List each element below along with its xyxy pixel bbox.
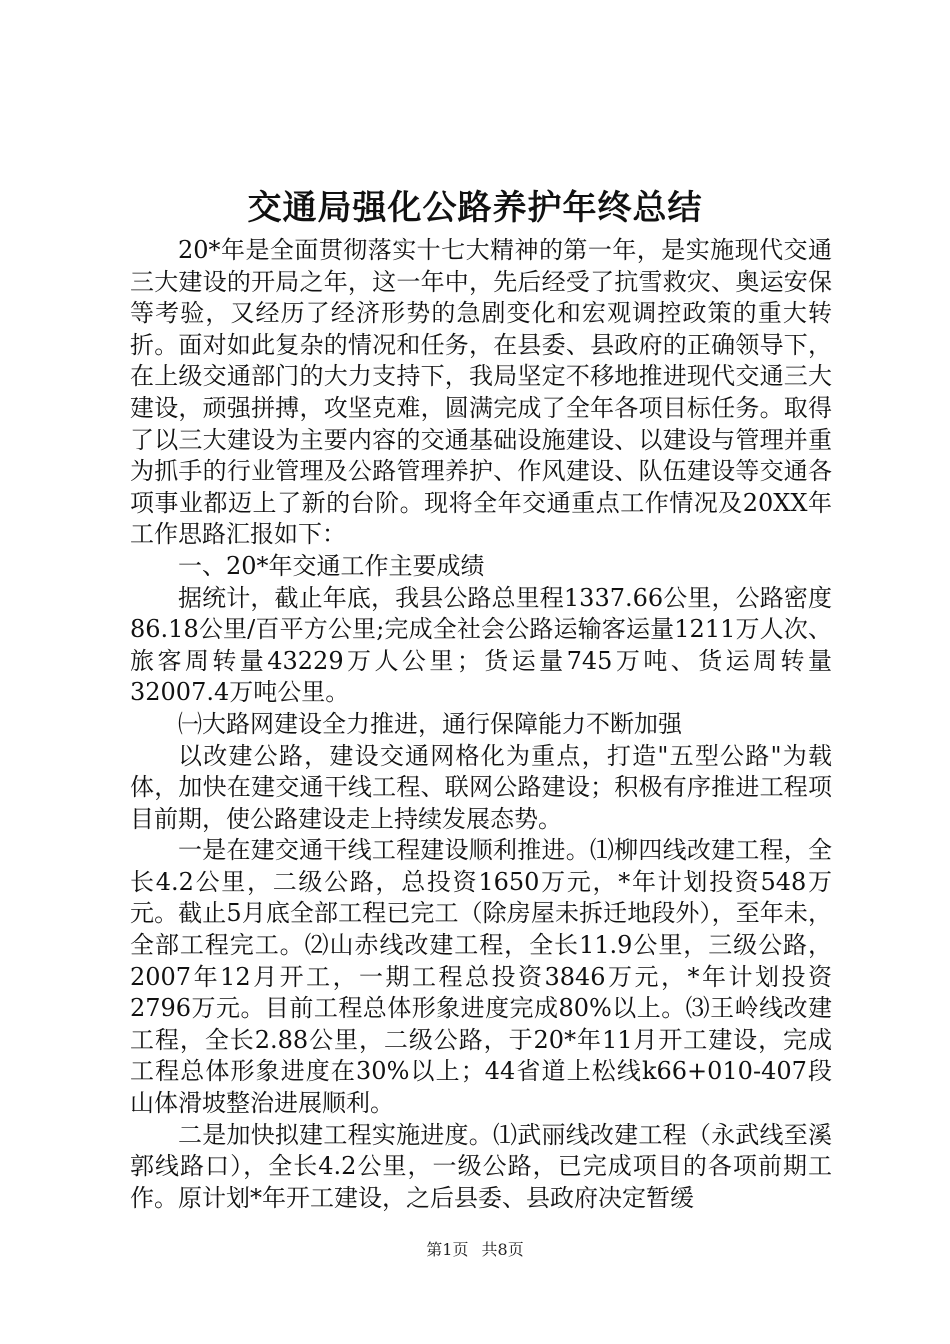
subsection-heading: ㈠大路网建设全力推进，通行保障能力不断加强 [178, 709, 682, 738]
page-total: 共8页 [481, 1240, 524, 1259]
page-footer [0, 1240, 950, 1260]
document-body [130, 235, 832, 1214]
intro-paragraph: 20*年是全面贯彻落实十七大精神的第一年，是实施现代交通三大建设的开局之年，这一年中，先后经受了抗雪救灾、奥运安保等考验，又经历了经济形势的急剧变化和宏观调控政策的重大转折。面对如此复杂的情况和任务，在县委、县政府的正确领导下，在上级交通部门的大力支持下，我局坚定不移地推进现代交通三大建设，顽强拼搏，攻坚克难，圆满完成了全年各项目标任务。取得了以三大建设为主要内容的交通基础设施建设、以建设与管理并重为抓手的行业管理及公路管理养护、作风建设、队伍建设等交通各项事业都迈上了新的台阶。现将全年交通重点工作情况及20XX年工作思路汇报如下： [130, 236, 832, 549]
statistics-paragraph: 据统计，截止年底，我县公路总里程1337.66公里，公路密度86.18公里/百平方公里;完成全社会公路运输客运量1211万人次、旅客周转量43229万人公里；货运量745万吨、货运周转量32007.4万吨公里。 [130, 583, 832, 707]
document-title: 交通局强化公路养护年终总结 [247, 188, 703, 228]
trunk-projects-paragraph: 一是在建交通干线工程建设顺利推进。⑴柳四线改建工程，全长4.2公里，二级公路，总投资1650万元，*年计划投资548万元。截止5月底全部工程已完工（除房屋未拆迁地段外），至年未，全部工程完工。⑵山赤线改建工程，全长11.9公里，三级公路，2007年12月开工，一期工程总投资3846万元，*年计划投资2796万元。目前工程总体形象进度完成80%以上。⑶王岭线改建工程，全长2.88公里，二级公路，于20*年11月开工建设，完成工程总体形象进度在30%以上；44省道上松线k66+010-407段山体滑坡整治进展顺利。 [130, 836, 832, 1118]
page-number: 第1页 [426, 1240, 469, 1259]
subsection-intro-paragraph: 以改建公路，建设交通网格化为重点，打造"五型公路"为载体，加快在建交通干线工程、联网公路建设；积极有序推进工程项目前期，使公路建设走上持续发展态势。 [130, 741, 832, 833]
planned-projects-paragraph: 二是加快拟建工程实施进度。⑴武丽线改建工程（永武线至溪郭线路口），全长4.2公里，一级公路，已完成项目的各项前期工作。原计划*年开工建设，之后县委、县政府决定暂缓 [130, 1120, 832, 1212]
section-heading: 一、20*年交通工作主要成绩 [178, 551, 485, 580]
